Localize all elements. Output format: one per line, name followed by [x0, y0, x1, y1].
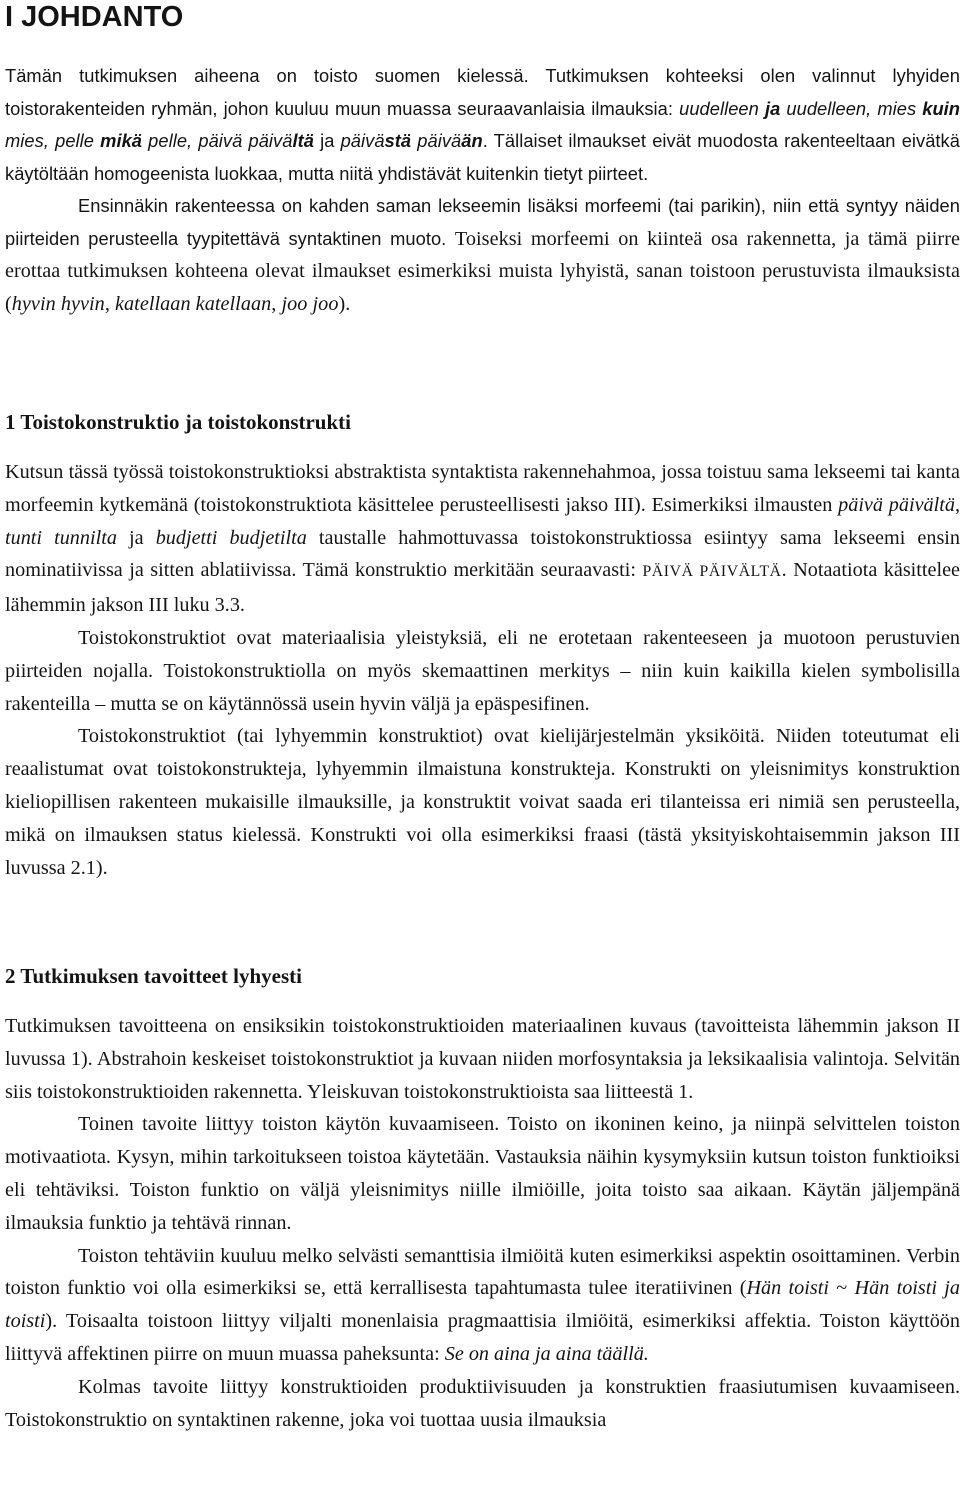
- text-run: mikä: [100, 130, 143, 151]
- section-1-paragraph-1: [5, 456, 960, 622]
- text-run: ,: [104, 292, 116, 315]
- section-2-paragraph-4: Kolmas tavoite liittyy konstruktioiden produktiivisuuden ja konstruktien fraasiutumisen kuvaamiseen. Toistokonstruktio on syntaktinen rakenne, joka voi tuottaa uusia ilmauksia: [5, 1375, 960, 1431]
- text-run: päivä: [411, 130, 462, 151]
- text-run: ~: [828, 1277, 855, 1300]
- text-run: budjetti budjetilta: [155, 526, 307, 549]
- section-1-heading: 1 Toistokonstruktio ja toistokonstrukti: [5, 410, 351, 434]
- intro-paragraph-2: [5, 190, 960, 320]
- section-1-body: [5, 456, 960, 884]
- text-run: katellaan katellaan: [115, 292, 272, 315]
- text-run: pelle, päivä päivä: [142, 130, 293, 151]
- text-run: päivä päivältä: [838, 493, 955, 516]
- text-run: . Notaatiota käsittelee lähemmin jakson III luku 3.3.: [5, 559, 960, 617]
- text-run: ja: [116, 526, 156, 549]
- section-2-paragraph-1: Tutkimuksen tavoitteena on ensiksikin toistokonstruktioiden materiaalinen kuvaus (tavoitteista lähemmin jakson II luvussa 1). Abstrahoin keskeiset toistokonstruktiot ja kuvaan niiden morfosyntaksia ja leksikaalisia valintoja. Selvitän siis toistokonstruktioiden rakennetta. Yleiskuvan toistokonstruktioista saa liitteestä 1.: [5, 1015, 960, 1103]
- text-run: uudelleen, mies: [780, 97, 923, 119]
- text-run: Ensinnäkin rakenteessa on kahden saman lekseemin lisäksi morfeemi (tai parikin), niin että syntyy näiden piirteiden perusteella tyypitettävä syntaktinen muoto.: [5, 195, 960, 249]
- text-run: Hän toisti: [746, 1277, 829, 1300]
- text-run: mies, pelle: [5, 130, 101, 151]
- text-run: päivä: [340, 130, 385, 151]
- intro-section: [5, 60, 960, 320]
- text-run: stä: [384, 130, 412, 151]
- chapter-title: I JOHDANTO: [5, 1, 184, 33]
- section-1-paragraph-2: Toistokonstruktiot ovat materiaalisia yleistyksiä, eli ne erotetaan rakenteeseen ja muotoon perustuvien piirteiden nojalla. Toistokonstruktiolla on myös skemaattinen merkitys – niin kuin kaikilla kielen symbolisilla rakenteilla – mutta se on käytännössä usein hyvin väljä ja epäspesifinen.: [5, 626, 960, 715]
- text-run: Se on aina ja aina täällä.: [444, 1342, 649, 1365]
- text-run: ). Toisaalta toistoon liittyy viljalti monenlaisia pragmaattisia ilmiöitä, esimerkiksi affektia. Toiston käyttöön liittyvä affektinen piirre on muun muassa paheksunta:: [5, 1310, 960, 1365]
- text-run: ja: [313, 130, 341, 151]
- section-2-paragraph-3: [5, 1240, 960, 1371]
- text-run: ja: [764, 97, 781, 119]
- text-run: joo joo: [281, 292, 339, 315]
- section-2-heading: 2 Tutkimuksen tavoitteet lyhyesti: [5, 964, 302, 988]
- text-run: Hän toisti ja toisti: [5, 1277, 960, 1333]
- text-run: ,: [271, 292, 282, 315]
- text-run: Toiseksi morfeemi on kiinteä osa rakennetta, ja tämä piirre erottaa tutkimuksen kohteena olevat ilmaukset esimerkiksi muista lyhyistä, sanan toistoon perustuvista ilmauksista (: [5, 227, 960, 315]
- text-run: ).: [338, 292, 351, 315]
- text-run: kuin: [922, 97, 960, 119]
- text-run: ltä: [292, 130, 314, 151]
- text-run: Kutsun tässä työssä toistokonstruktioksi abstraktista syntaktista rakennehahmoa, jossa toistuu sama lekseemi tai kanta morfeemin kytkemänä (toistokonstruktiota käsittelee perusteellisesti jakso III). Esimerkiksi ilmausten: [5, 461, 960, 516]
- intro-paragraph-1: [5, 60, 960, 190]
- text-run: hyvin hyvin: [11, 292, 105, 315]
- section-2-body: [5, 1010, 960, 1436]
- text-run: Tämän tutkimuksen aiheena on toisto suomen kielessä. Tutkimuksen kohteeksi olen valinnut lyhyiden toistorakenteiden ryhmän, johon kuuluu muun muassa seuraavanlaisia ilmauksia:: [5, 65, 960, 119]
- text-run: taustalle hahmottuvassa toistokonstruktiossa esiintyy sama lekseemi ensin nominatiivissa ja sitten ablatiivissa. Tämä konstruktio merkitään seuraavasti:: [5, 526, 960, 582]
- text-run: tunti tunnilta: [5, 526, 117, 549]
- section-1-paragraph-3: Toistokonstruktiot (tai lyhyemmin konstruktiot) ovat kielijärjestelmän yksiköitä. Niiden toteutumat eli reaalistumat ovat toistokonstrukteja, lyhyemmin ilmaistuna konstrukteja. Konstrukti on yleisnimitys konstruktion kieliopillisen rakenteen mukaisille ilmauksille, ja konstruktit voivat saada eri tilanteissa eri nimiä sen perusteella, mikä on ilmauksen status kielessä. Konstrukti voi olla esimerkiksi fraasi (tästä yksityiskohtaisemmin jakson III luvussa 2.1).: [5, 725, 960, 879]
- text-run: Toiston tehtäviin kuuluu melko selvästi semanttisia ilmiöitä kuten esimerkiksi aspektin osoittaminen. Verbin toiston funktio voi olla esimerkiksi se, että kerrallisesta tapahtumasta tulee iteratiivinen (: [5, 1244, 960, 1300]
- text-run: . Tällaiset ilmaukset eivät muodosta rakenteeltaan eivätkä käytöltään homogeenista luokkaa, mutta niitä yhdistävät kuitenkin tietyt piirteet.: [5, 130, 960, 184]
- text-run: uudelleen: [679, 97, 765, 119]
- text-run: PÄIVÄ PÄIVÄLTÄ: [642, 563, 782, 581]
- text-run: ,: [954, 493, 960, 516]
- section-2-paragraph-2: Toinen tavoite liittyy toiston käytön kuvaamiseen. Toisto on ikoninen keino, ja niinpä selvittelen toiston motivaatiota. Kysyn, mihin tarkoitukseen toistoa käytetään. Vastauksia näihin kysymyksiin kutsun toiston funktioiksi eli tehtäviksi. Toiston funktio on väljä yleisnimitys niille ilmiöille, joita toisto saa aikaan. Käytän jäljempänä ilmauksia funktio ja tehtävä rinnan.: [5, 1113, 960, 1234]
- text-run: än: [461, 130, 483, 151]
